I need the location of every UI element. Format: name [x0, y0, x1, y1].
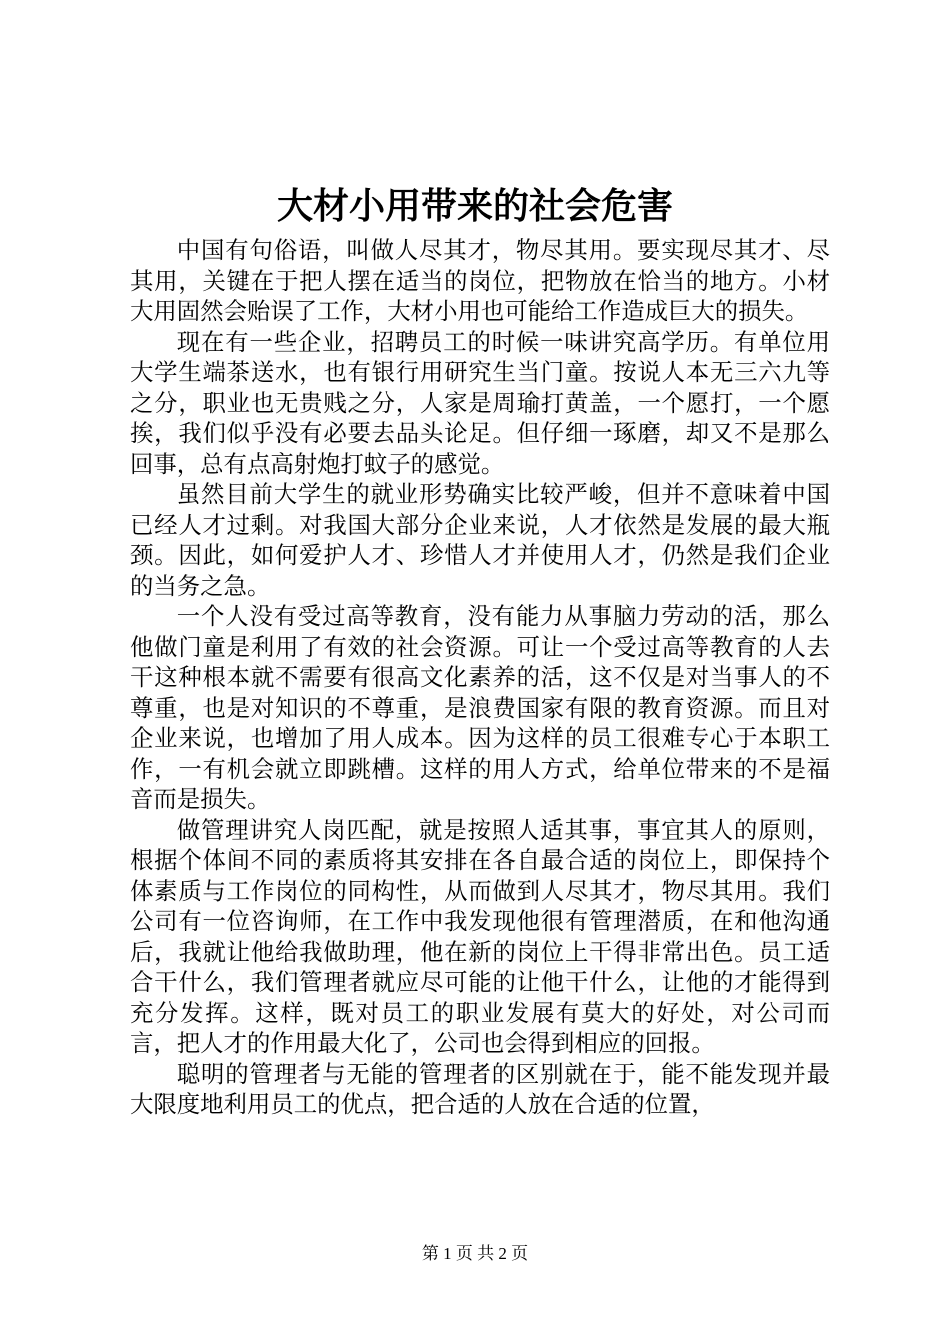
document-body: [130, 235, 830, 1120]
document-title: 大材小用带来的社会危害: [276, 185, 673, 227]
paragraph: 中国有句俗语，叫做人尽其才，物尽其用。要实现尽其才、尽其用，关键在于把人摆在适当的岗位，把物放在恰当的地方。小材大用固然会贻误了工作，大材小用也可能给工作造成巨大的损失。: [130, 236, 830, 325]
paragraph: 一个人没有受过高等教育，没有能力从事脑力劳动的活，那么他做门童是利用了有效的社会资源。可让一个受过高等教育的人去干这种根本就不需要有很高文化素养的活，这不仅是对当事人的不尊重，也是对知识的不尊重，是浪费国家有限的教育资源。而且对企业来说，也增加了用人成本。因为这样的员工很难专心于本职工作，一有机会就立即跳槽。这样的用人方式，给单位带来的不是福音而是损失。: [130, 602, 830, 813]
paragraph: 聪明的管理者与无能的管理者的区别就在于，能不能发现并最大限度地利用员工的优点，把合适的人放在合适的位置，: [130, 1059, 830, 1118]
page-footer: 第 1 页 共 2 页: [421, 1244, 529, 1263]
paragraph: 做管理讲究人岗匹配，就是按照人适其事，事宜其人的原则，根据个体间不同的素质将其安排在各自最合适的岗位上，即保持个体素质与工作岗位的同构性，从而做到人尽其才，物尽其用。我们公司有一位咨询师，在工作中我发现他很有管理潜质，在和他沟通后，我就让他给我做助理，他在新的岗位上干得非常出色。员工适合干什么，我们管理者就应尽可能的让他干什么，让他的才能得到充分发挥。这样，既对员工的职业发展有莫大的好处，对公司而言，把人才的作用最大化了，公司也会得到相应的回报。: [130, 815, 830, 1057]
paragraph: 现在有一些企业，招聘员工的时候一味讲究高学历。有单位用大学生端茶送水，也有银行用研究生当门童。按说人本无三六九等之分，职业也无贵贱之分，人家是周瑜打黄盖，一个愿打，一个愿挨，我们似乎没有必要去品头论足。但仔细一琢磨，却又不是那么回事，总有点高射炮打蚊子的感觉。: [130, 327, 830, 478]
paragraph: 虽然目前大学生的就业形势确实比较严峻，但并不意味着中国已经人才过剩。对我国大部分企业来说，人才依然是发展的最大瓶颈。因此，如何爱护人才、珍惜人才并使用人才，仍然是我们企业的当务之急。: [130, 480, 830, 600]
